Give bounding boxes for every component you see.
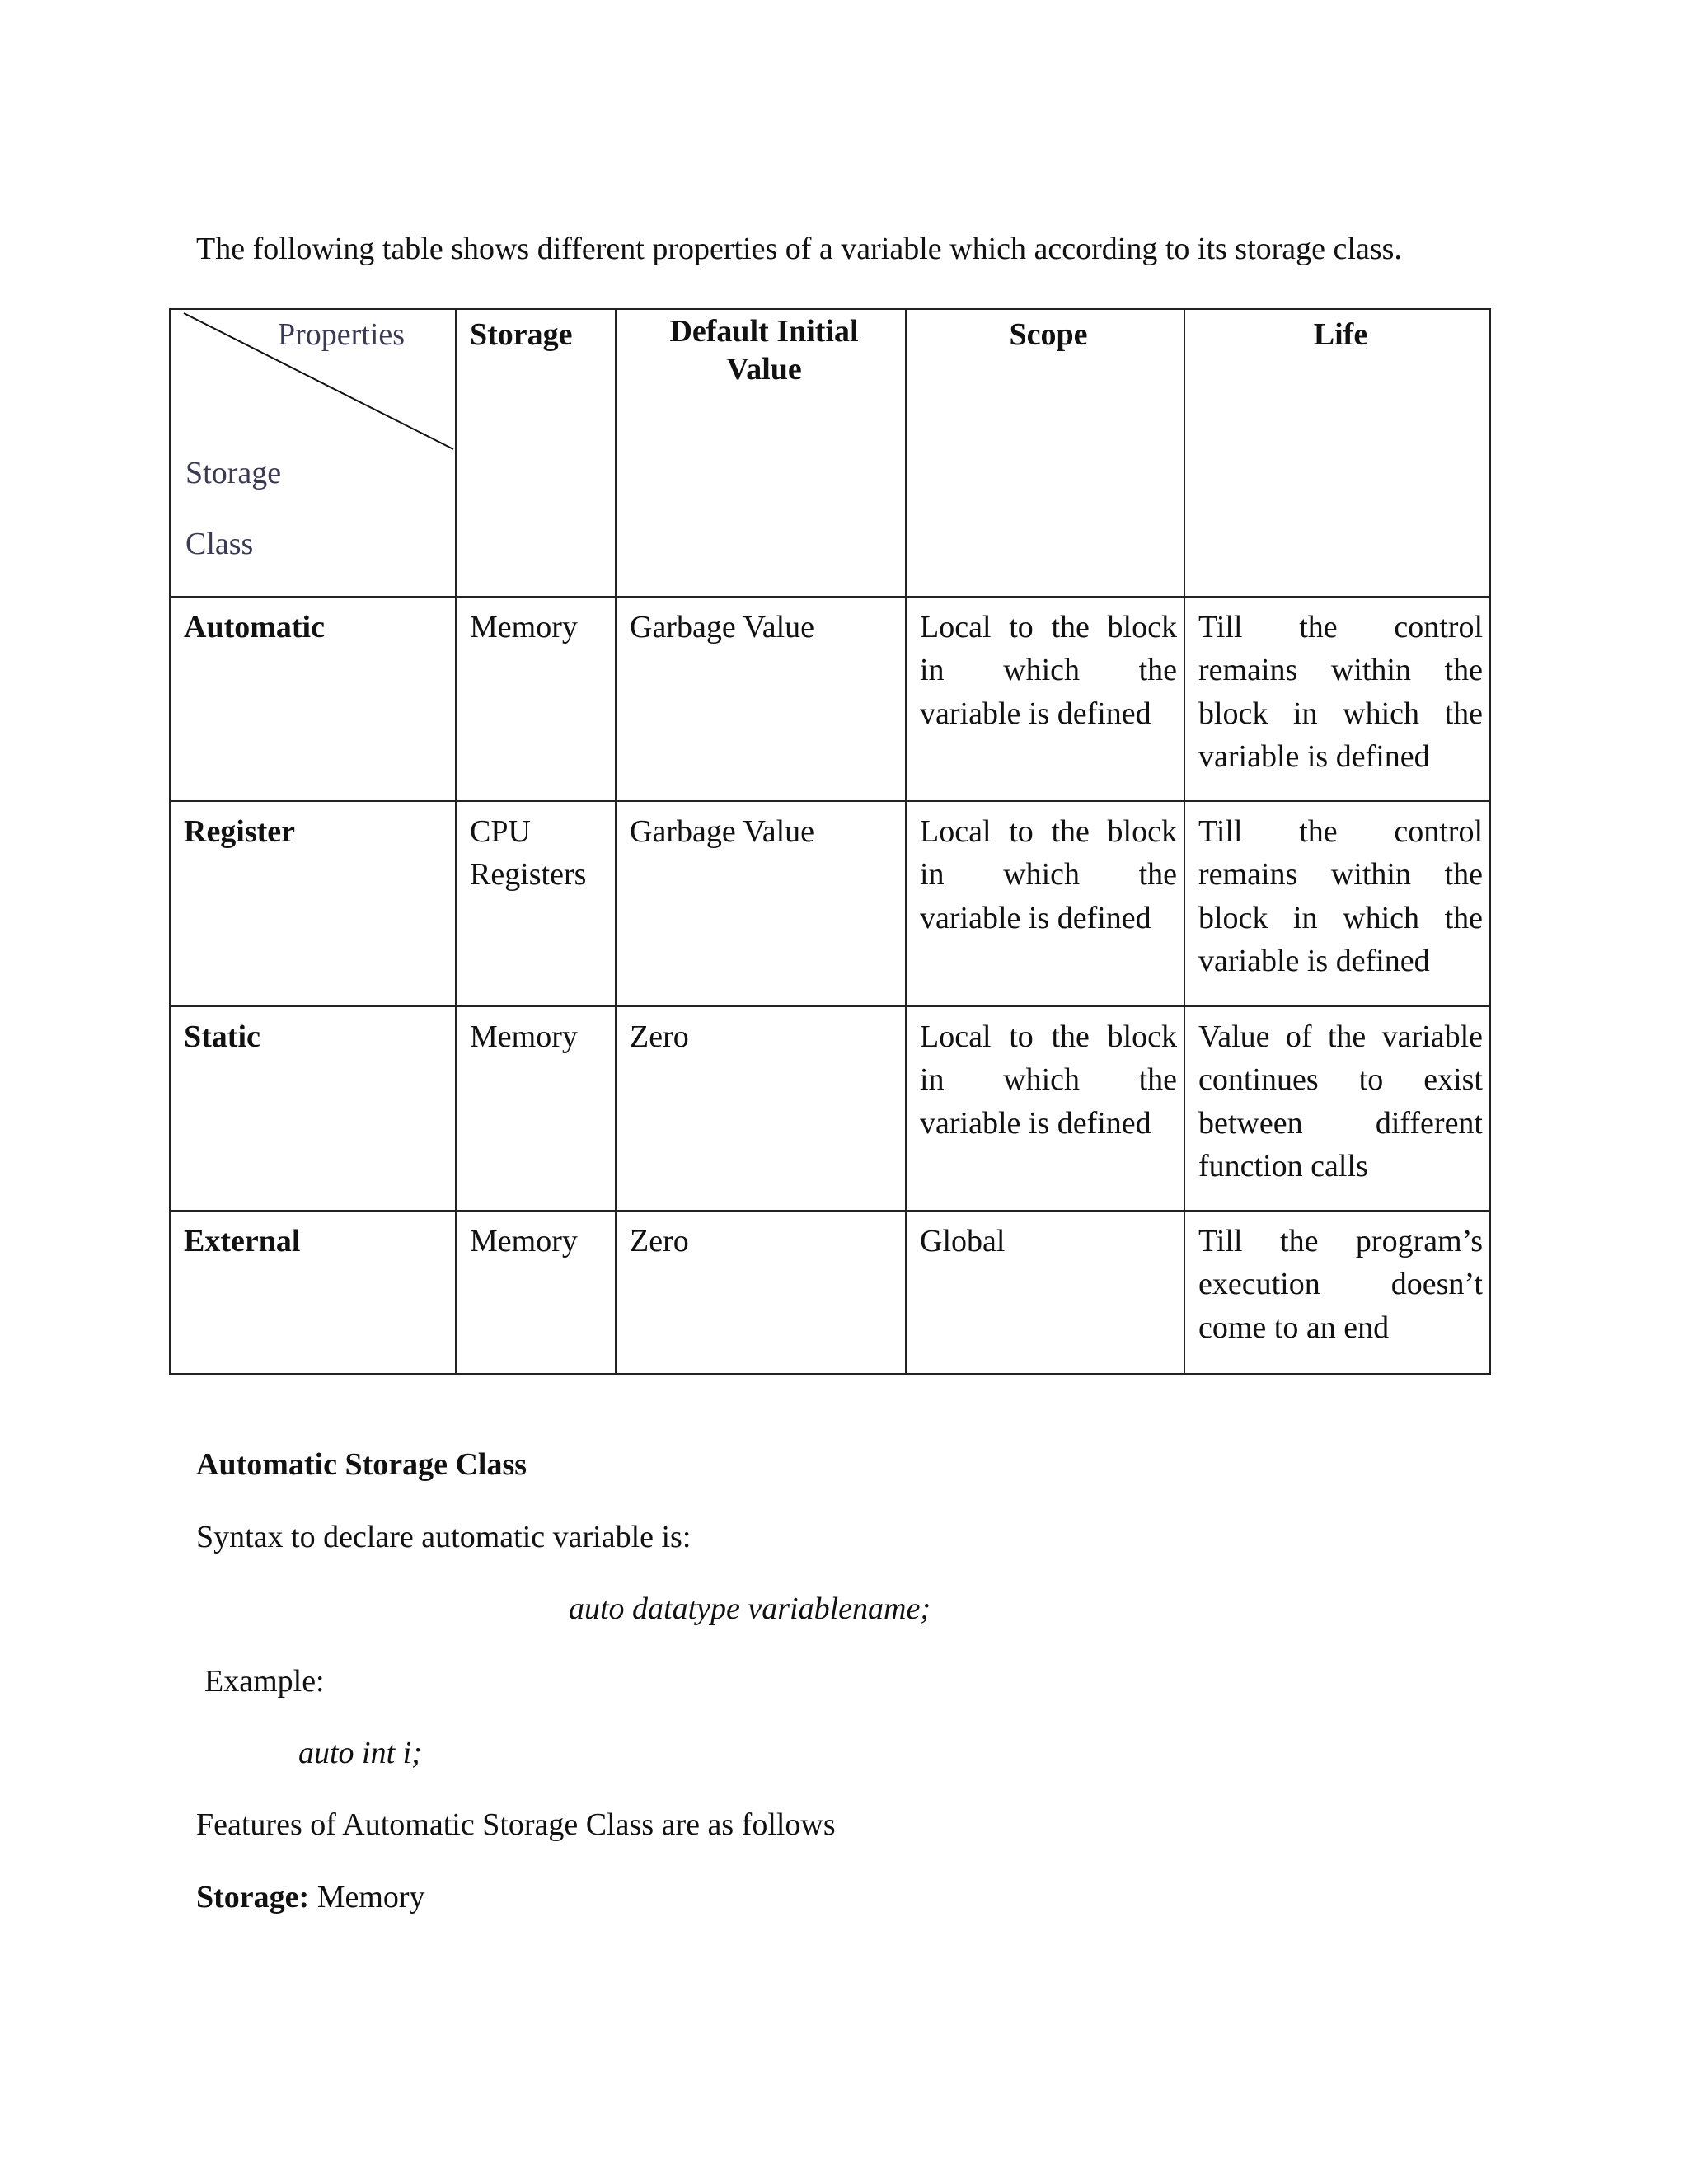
header-default-initial-value (616, 309, 906, 597)
example-label: Example: (204, 1664, 325, 1699)
header-default-label: Default Initial Value (669, 314, 859, 387)
row-name: Automatic (170, 597, 456, 801)
corner-header-cell (170, 309, 456, 597)
intro-text: The following table shows different properties of a variable which according to its storage class. (196, 232, 1402, 266)
row-name: Static (170, 1006, 456, 1211)
syntax-intro-text: Syntax to declare automatic variable is: (196, 1520, 692, 1554)
table-row (170, 1211, 1490, 1374)
storage-value: Memory (309, 1880, 425, 1915)
corner-properties-label: Properties (278, 317, 406, 352)
syntax-code: auto datatype variablename; (569, 1591, 931, 1626)
cell-default: Zero (616, 1006, 906, 1211)
storage-label: Storage: (196, 1880, 310, 1915)
header-scope: Scope (906, 309, 1184, 597)
table-row (170, 1006, 1490, 1211)
table-row (170, 801, 1490, 1006)
cell-scope: Local to the block in which the variable is defined (906, 1006, 1184, 1211)
corner-class-label: Class (185, 527, 254, 561)
cell-life: Till the program’s execution doesn’t come to an end (1184, 1211, 1490, 1374)
table-row (170, 597, 1490, 801)
cell-scope: Local to the block in which the variable is defined (906, 801, 1184, 1006)
row-name: External (170, 1211, 456, 1374)
cell-scope: Global (906, 1211, 1184, 1374)
storage-class-table (169, 308, 1491, 1375)
cell-life: Till the control remains within the block in which the variable is defined (1184, 801, 1490, 1006)
corner-storage-label: Storage (185, 456, 282, 490)
cell-scope: Local to the block in which the variable is defined (906, 597, 1184, 801)
example-code: auto int i; (298, 1736, 422, 1770)
section-heading: Automatic Storage Class (196, 1447, 528, 1482)
table-header-row (170, 309, 1490, 597)
cell-default: Garbage Value (616, 597, 906, 801)
cell-life: Value of the variable continues to exist between different function calls (1184, 1006, 1490, 1211)
cell-life: Till the control remains within the block in which the variable is defined (1184, 597, 1490, 801)
header-life: Life (1184, 309, 1490, 597)
cell-default: Zero (616, 1211, 906, 1374)
cell-default: Garbage Value (616, 801, 906, 1006)
cell-storage: CPU Registers (456, 801, 616, 1006)
header-storage: Storage (456, 309, 616, 597)
row-name: Register (170, 801, 456, 1006)
cell-storage: Memory (456, 597, 616, 801)
features-text: Features of Automatic Storage Class are as follows (196, 1807, 836, 1842)
storage-line (196, 1879, 425, 1915)
cell-storage: Memory (456, 1006, 616, 1211)
cell-storage: Memory (456, 1211, 616, 1374)
